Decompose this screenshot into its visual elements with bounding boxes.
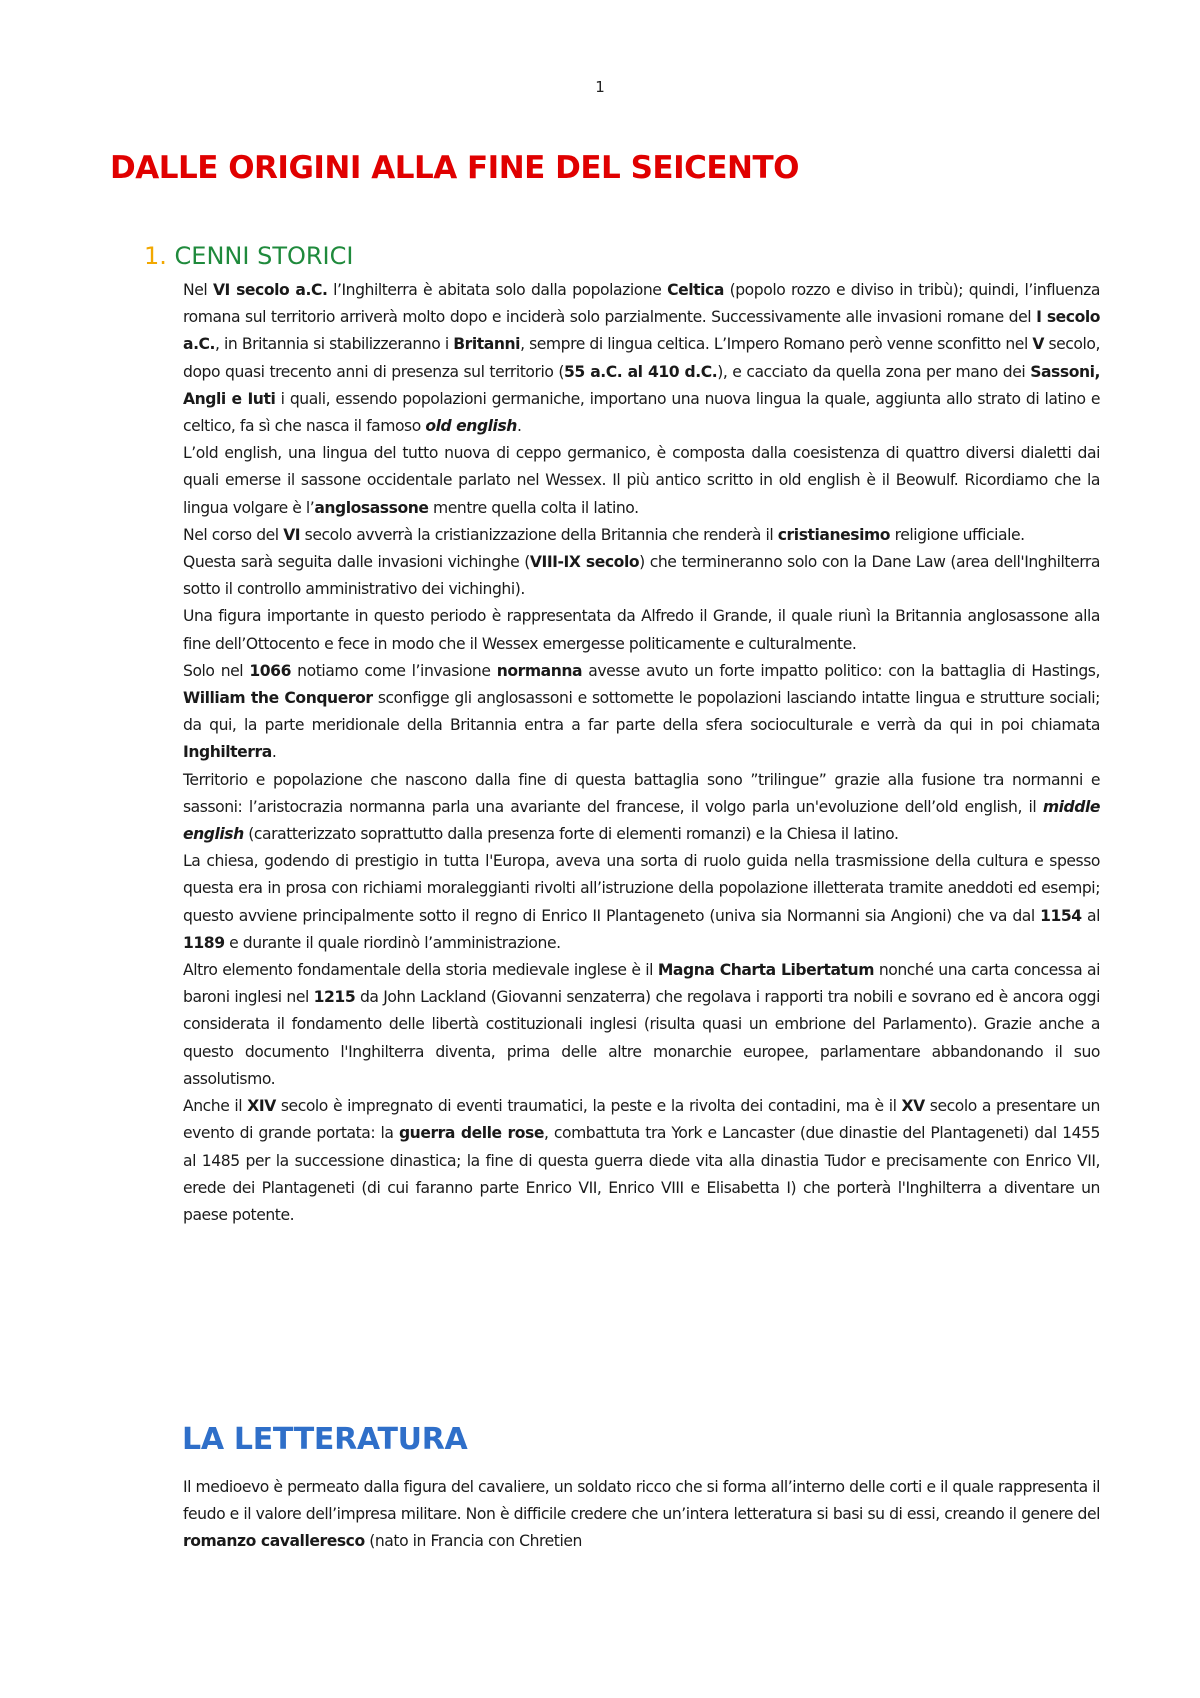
bold-text: VI secolo a.C. [212, 281, 328, 299]
paragraph [183, 848, 1100, 957]
paragraph [183, 277, 1100, 440]
text-run: Altro elemento fondamentale della storia medievale inglese è il [183, 961, 658, 980]
bold-text: normanna [496, 661, 583, 680]
text-run: L’old english, una lingua del tutto nuova di ceppo germanico, è composta dalla coesistenza di quattro diversi dialetti dai quali emerse il sassone occidentale parlato nel Wessex. Il più antico scritto in old english è il Beowulf. Ricordiamo che la lingua volgare è l’ [183, 444, 1100, 517]
text-run: Il medioevo è permeato dalla figura del cavaliere, un soldato ricco che si forma all’interno delle corti e il quale rappresenta il feudo e il valore dell’impresa militare. Non è difficile credere che un’intera letteratura si basi su di essi, creando il genere del [183, 1478, 1100, 1524]
paragraph [183, 658, 1100, 767]
section-heading-letteratura: LA LETTERATURA [182, 1422, 468, 1457]
text-run: , combattuta tra York e Lancaster (due dinastie del Plantageneti) dal 1455 al 1485 per la successione dinastica; la fine di questa guerra diede vita alla dinastia Tudor e precisamente con Enrico VII, erede dei Plantageneti (di cui faranno parte Enrico VII, Enrico VIII e Elisabetta I) che porterà l'Inghilterra a diventare un paese potente. [183, 1124, 1101, 1224]
document-title: DALLE ORIGINI ALLA FINE DEL SEICENTO [110, 150, 799, 186]
text-run: Anche il [183, 1097, 248, 1116]
text-run: religione ufficiale. [890, 525, 1025, 544]
bold-text: guerra delle rose [398, 1124, 544, 1143]
text-run: ), e cacciato da quella zona per mano dei [717, 362, 1031, 381]
text-run: secolo, dopo quasi trecento anni di presenza sul territorio ( [183, 335, 1101, 381]
bold-text: William the Conqueror [183, 689, 373, 708]
bold-text: I secolo a.C. [183, 308, 1100, 354]
bold-text: VIII-IX secolo [529, 553, 640, 572]
paragraph [183, 603, 1100, 657]
bold-italic-text: old english [425, 417, 517, 436]
text-run: notiamo come l’invasione [290, 661, 497, 680]
text-run: Questa sarà seguita dalle invasioni vichinghe ( [183, 553, 530, 572]
bold-text: V [1032, 335, 1044, 354]
bold-text: VI [283, 525, 301, 544]
bold-text: 1154 [1040, 906, 1082, 925]
text-run: al [1081, 906, 1100, 925]
text-run: sconfigge gli anglosassoni e sottomette le popolazioni lasciando intatte lingua e strutture sociali; da qui, la parte meridionale della Britannia entra a far parte della sfera socioculturale e verrà da qui in poi chiamata [183, 689, 1100, 735]
bold-italic-text: middle english [183, 797, 1100, 844]
bold-text: 1215 [313, 988, 356, 1007]
text-run: secolo avverrà la cristianizzazione della Britannia che renderà il [300, 525, 778, 544]
text-run: . [516, 417, 522, 436]
bold-text: Magna Charta Libertatum [657, 961, 875, 980]
text-run: (popolo rozzo e diviso in tribù); quindi, l’influenza romana sul territorio arriverà molto dopo e inciderà solo parzialmente. Successivamente alle invasioni romane del [183, 281, 1100, 327]
text-run: secolo a presentare un evento di grande portata: la [183, 1097, 1100, 1143]
paragraph [183, 767, 1100, 849]
bold-text: Britanni [453, 335, 521, 354]
bold-text: 1189 [183, 933, 225, 952]
paragraph [183, 1093, 1100, 1229]
text-run: . [271, 743, 277, 762]
bold-text: Inghilterra [183, 743, 272, 762]
bold-text: XV [901, 1097, 925, 1116]
text-run: da John Lackland (Giovanni senzaterra) che regolava i rapporti tra nobili e sovrano ed è ancora oggi considerata il fondamento delle libertà costituzionali inglesi (risulta quasi un embrione del Parlamento). Grazie anche a questo documento l'Inghilterra diventa, prima delle altre monarchie europee, parlamentare abbandonando il suo assolutismo. [183, 988, 1100, 1088]
text-run: e durante il quale riordinò l’amministrazione. [224, 933, 561, 952]
text-run: , sempre di lingua celtica. L’Impero Romano però venne sconfitto nel [520, 335, 1033, 354]
paragraph [183, 549, 1100, 603]
paragraph [183, 440, 1100, 522]
section-heading-cenni-storici [144, 242, 353, 270]
text-run: Nel [183, 281, 213, 299]
text-run: Territorio e popolazione che nascono dalla fine di questa battaglia sono ”trilingue” grazie alla fusione tra normanni e sassoni: l’aristocrazia normanna parla una avariante del francese, il volgo parla un'evoluzione dell’old english, il [183, 770, 1100, 816]
text-run: (nato in Francia con Chretien [364, 1532, 582, 1551]
text-run: l’Inghilterra è abitata solo dalla popolazione [327, 281, 668, 299]
paragraph [183, 957, 1100, 1093]
text-run: Una figura importante in questo periodo è rappresentata da Alfredo il Grande, il quale riunì la Britannia anglosassone alla fine dell’Ottocento e fece in modo che il Wessex emergesse politicamente e culturalmente. [183, 607, 1100, 653]
text-run: mentre quella colta il latino. [428, 498, 639, 517]
text-run: ) che termineranno solo con la Dane Law (area dell'Inghilterra sotto il controllo amministrativo dei vichinghi). [183, 553, 1100, 599]
text-run: secolo è impregnato di eventi traumatici, la peste e la rivolta dei contadini, ma è il [275, 1097, 902, 1116]
bold-text: 1066 [249, 661, 291, 680]
text-run: (caratterizzato soprattutto dalla presenza forte di elementi romanzi) e la Chiesa il latino. [243, 825, 899, 844]
section-body-cenni-storici [183, 277, 1100, 1229]
bold-text: 55 a.C. al 410 d.C. [564, 362, 718, 381]
section-number: 1. [144, 242, 167, 270]
bold-text: romanzo cavalleresco [183, 1532, 365, 1551]
text-run: Nel corso del [183, 525, 284, 544]
text-run: Solo nel [183, 661, 250, 680]
page-number: 1 [595, 78, 605, 96]
text-run: La chiesa, godendo di prestigio in tutta l'Europa, aveva una sorta di ruolo guida nella trasmissione della cultura e spesso questa era in prosa con richiami moraleggianti rivolti all’istruzione della popolazione illetterata tramite aneddoti ed esempi; questo avviene principalmente sotto il regno di Enrico II Plantageneto (univa sia Normanni sia Angioni) che va dal [183, 852, 1100, 925]
paragraph [183, 522, 1100, 549]
paragraph [183, 1474, 1100, 1556]
text-run: avesse avuto un forte impatto politico: con la battaglia di Hastings, [582, 661, 1100, 680]
section-body-letteratura [183, 1474, 1100, 1556]
text-run: nonché una carta concessa ai baroni inglesi nel [183, 961, 1101, 1007]
text-run: i quali, essendo popolazioni germaniche, importano una nuova lingua la quale, aggiunta allo strato di latino e celtico, fa sì che nasca il famoso [183, 389, 1100, 436]
bold-text: cristianesimo [777, 525, 891, 544]
bold-text: Celtica [667, 281, 724, 299]
bold-text: Sassoni, Angli e Iuti [183, 362, 1100, 408]
section-title: CENNI STORICI [174, 242, 354, 270]
text-run: , in Britannia si stabilizzeranno i [215, 335, 454, 354]
bold-text: XIV [247, 1097, 276, 1116]
bold-text: anglosassone [314, 498, 429, 517]
